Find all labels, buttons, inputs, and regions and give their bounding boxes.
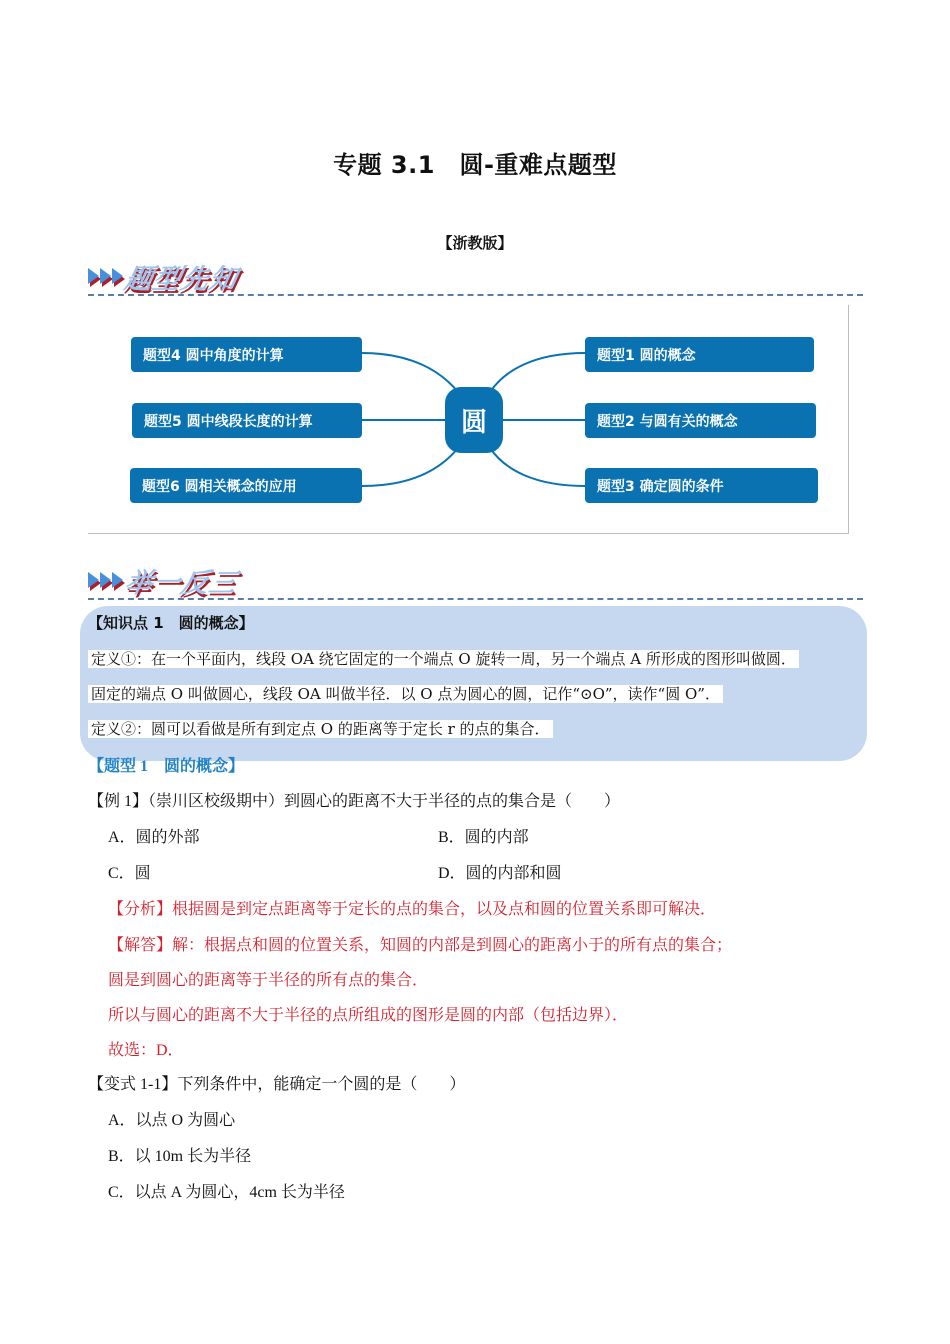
triple-arrow-icon [88, 572, 124, 588]
banner-text: 举一反三 [122, 567, 241, 599]
mindmap-node-type2 [585, 403, 816, 438]
node-label: 题型3 确定圆的条件 [597, 478, 724, 495]
option-a: A．圆的外部 [108, 829, 200, 846]
option-d: D．圆的内部和圆 [438, 865, 562, 882]
analysis [108, 899, 716, 921]
definition-line-1 [88, 648, 799, 671]
node-label: 题型5 圆中线段长度的计算 [144, 413, 313, 430]
option-c: C．圆 [108, 865, 151, 882]
definition-text: 定义②：圆可以看做是所有到定点 O 的距离等于定长 r 的点的集合． [88, 720, 553, 738]
mindmap-node-type4 [131, 337, 362, 372]
answer-label: 【解答】 [108, 937, 173, 954]
mindmap-center-node: 圆 [445, 387, 503, 453]
answer-line-3: 所以与圆心的距离不大于半径的点所组成的图形是圆的内部（包括边界）． [108, 1007, 629, 1024]
answer-text: 解：根据点和圆的位置关系，知圆的内部是到圆心的距离小于的所有点的集合； [172, 937, 733, 954]
page-title: 专题 3.1 圆-重难点题型 [333, 151, 617, 179]
node-label: 题型6 圆相关概念的应用 [142, 478, 297, 495]
definition-text: 定义①：在一个平面内，线段 OA 绕它固定的一个端点 O 旋转一周，另一个端点 A 所形成的图形叫做圆． [88, 650, 799, 668]
banner-text: 题型先知 [122, 263, 241, 295]
mindmap-node-type6 [130, 468, 362, 503]
analysis-text: 根据圆是到定点距离等于定长的点的集合，以及点和圆的位置关系即可解决． [172, 901, 717, 918]
analysis-label: 【分析】 [108, 901, 173, 918]
example-question: 【例 1】（崇川区校级期中）到圆心的距离不大于半径的点的集合是（ ） [88, 793, 621, 810]
node-label: 题型2 与圆有关的概念 [597, 413, 738, 430]
node-label: 题型4 圆中角度的计算 [143, 347, 284, 364]
divider [88, 598, 863, 600]
section-banner-practice [88, 560, 241, 600]
answer [108, 935, 732, 957]
variant-question: 【变式 1-1】下列条件中，能确定一个圆的是（ ） [88, 1076, 466, 1093]
definition-line-2 [88, 683, 723, 706]
definition-text: 固定的端点 O 叫做圆心，线段 OA 叫做半径．以 O 点为圆心的圆，记作“⊙O”，读作“圆 O”． [88, 685, 723, 703]
definition-line-3 [88, 718, 553, 741]
variant-option-a: A．以点 O 为圆心 [108, 1112, 236, 1129]
knowledge-heading: 【知识点 1 圆的概念】 [88, 614, 254, 632]
node-label: 题型1 圆的概念 [597, 347, 696, 364]
type1-heading: 【题型 1 圆的概念】 [88, 758, 245, 775]
mindmap-node-type5 [132, 403, 362, 438]
mindmap-node-type1 [585, 337, 814, 372]
variant-option-c: C．以点 A 为圆心，4cm 长为半径 [108, 1184, 345, 1201]
variant-option-b: B．以 10m 长为半径 [108, 1148, 252, 1165]
edition-label: 【浙教版】 [437, 234, 513, 252]
answer-choice: 故选：D． [108, 1042, 184, 1059]
answer-line-2: 圆是到圆心的距离等于半径的所有点的集合． [108, 972, 429, 989]
mindmap-node-type3 [585, 468, 818, 503]
option-b: B．圆的内部 [438, 829, 529, 846]
